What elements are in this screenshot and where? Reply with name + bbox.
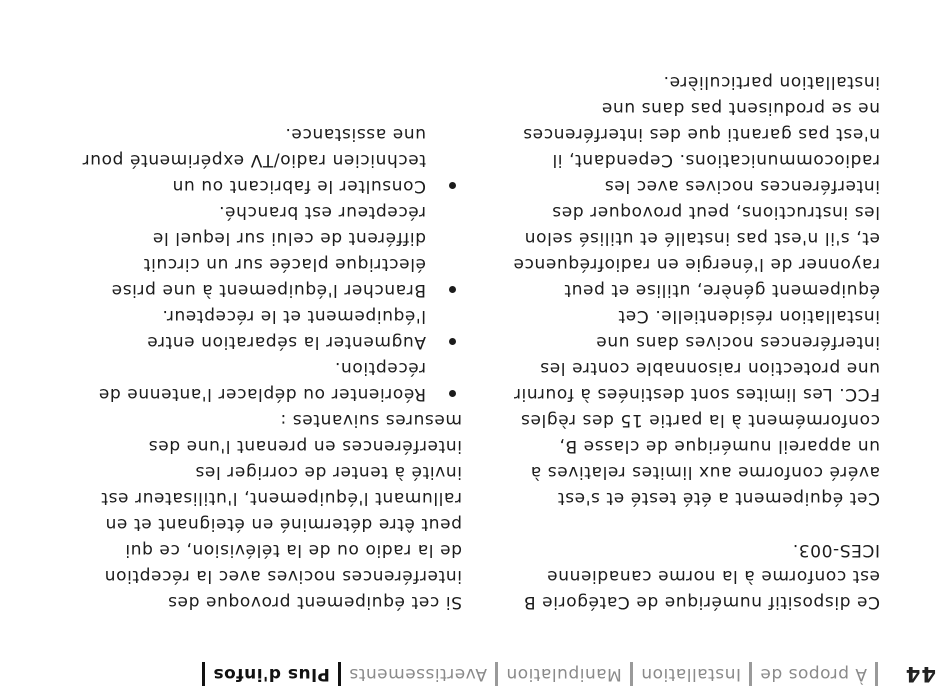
list-item	[82, 199, 462, 303]
nav-tab-manipulation[interactable]: Manipulation	[505, 664, 622, 684]
page-number: 44	[904, 662, 936, 686]
bullet-icon	[449, 390, 456, 397]
list-item	[82, 303, 462, 355]
nav-tab-installation[interactable]: Installation	[640, 664, 741, 684]
left-column	[512, 69, 880, 615]
list-item	[82, 121, 462, 199]
fcc-compliance-paragraph: Cet équipement a été testé et s'est avéré conforme aux limites relatives à un appareil numérique de classe B, conformément à la partie 15 des règles FCC. Les limites sont destinées à fournir une protection raisonnable contre les interférences nocives dans une installation résidentielle. Cet équipement génère, utilise et peut rayonner de l'énergie en radiofréquence et, s'il n'est pas installé et utilisé selon les instructions, peut provoquer des interférences nocives avec les radiocommunications. Cependant, il n'est pas garanti que des interférences ne se produisent pas dans une installation particulière.	[512, 72, 880, 508]
list-item-text: Réorienter ou déplacer l'antenne de réception.	[98, 358, 426, 404]
ices-compliance-paragraph: Ce dispositif numérique de Catégorie B est conforme à la norme canadienne ICES-003.	[523, 540, 880, 612]
nav-tab-plus-d-infos[interactable]: Plus d'infos	[212, 664, 330, 684]
nav-separator-active	[338, 662, 341, 686]
list-item-text: Augmenter la séparation entre l'équipement et le récepteur.	[146, 306, 426, 352]
interference-intro-paragraph: Si cet équipement provoque des interférences nocives avec la réception de la radio ou de la télévision, ce qui peut être déterminé en éteignant et en rallumant l'équipement, l'utilisateur est invité à tenter de corriger les interférences en prenant l'une des mesures suivantes :	[100, 410, 462, 612]
page-header	[194, 659, 936, 689]
interference-measures-list	[82, 121, 462, 407]
nav-separator	[875, 662, 878, 686]
bullet-icon	[449, 286, 456, 293]
bullet-icon	[449, 338, 456, 345]
bullet-icon	[449, 182, 456, 189]
right-column	[82, 121, 462, 615]
nav-tab-a-propos[interactable]: À propos de	[759, 664, 867, 684]
list-item-text: Consulter le fabricant ou un technicien radio/TV expérimenté pour une assistance.	[82, 124, 426, 196]
list-item-text: Brancher l'équipement à une prise électrique placée sur un circuit différent de celui sur lequel le récepteur est branché.	[111, 202, 426, 300]
list-item	[82, 355, 462, 407]
nav-separator	[749, 662, 752, 686]
nav-separator-active	[202, 662, 205, 686]
nav-separator	[495, 662, 498, 686]
nav-tab-avertissements[interactable]: Avertissements	[348, 664, 487, 684]
nav-separator	[630, 662, 633, 686]
